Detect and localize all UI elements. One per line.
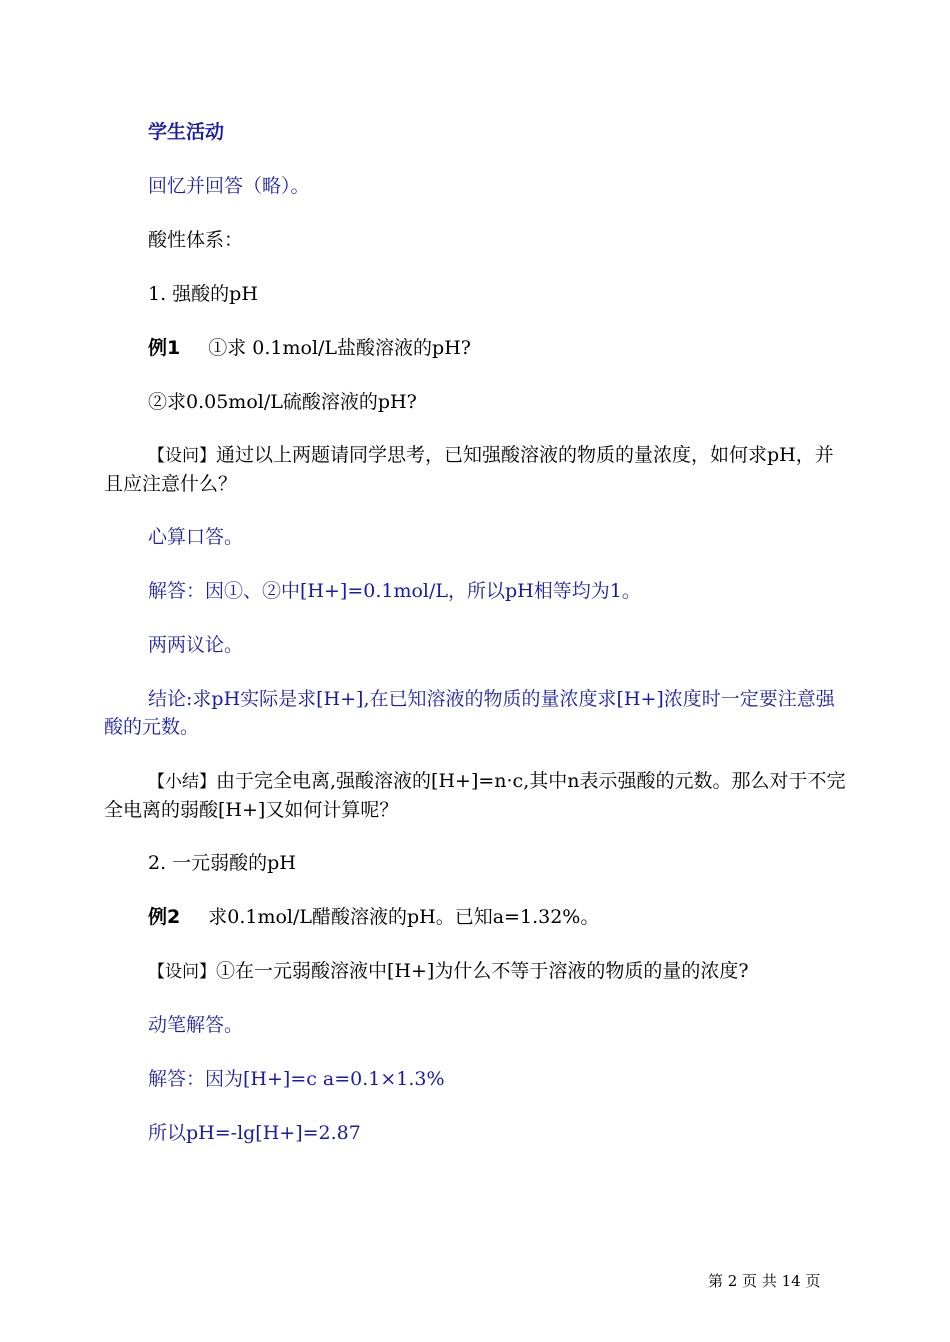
question-paragraph-1 [104, 441, 846, 498]
heading-student-activity: 学生活动 [148, 121, 225, 143]
summary-text: 由于完全电离,强酸溶液的[H+]=n·c,其中n表示强酸的元数。那么对于不完全电离的弱酸[H+]又如何计算呢？ [104, 770, 846, 821]
example-2-text: 求0.1mol/L醋酸溶液的pH。已知a=1.32%。 [208, 906, 600, 928]
summary-tag: 【小结】 [148, 772, 216, 792]
example-2 [148, 903, 846, 931]
question-paragraph-2 [148, 957, 846, 986]
question-text-2: ①在一元弱酸溶液中[H+]为什么不等于溶液的物质的量的浓度? [216, 960, 749, 982]
text-ph-result: 所以pH=-lg[H+]=2.87 [148, 1122, 361, 1144]
text-solution-1: 解答：因①、②中[H+]=0.1mol/L，所以pH相等均为1。 [148, 580, 641, 602]
example-1 [148, 334, 846, 362]
conclusion-paragraph: 结论:求pH实际是求[H+],在已知溶液的物质的量浓度求[H+]浓度时一定要注意强酸的元数。 [104, 688, 835, 738]
section-strong-acid-ph: 1. 强酸的pH [148, 283, 258, 305]
text-mental-answer: 心算口答。 [148, 526, 244, 548]
page-number-footer: 第 2 页 共 14 页 [708, 1272, 821, 1290]
section-weak-acid-ph: 2. 一元弱酸的pH [148, 852, 296, 874]
text-solution-2: 解答：因为[H+]=c a=0.1×1.3% [148, 1068, 445, 1090]
example-2-label: 例2 [148, 906, 181, 928]
example-1-label: 例1 [148, 337, 181, 359]
question-text: 通过以上两题请同学思考，已知强酸溶液的物质的量浓度，如何求pH，并且应注意什么？ [104, 444, 834, 495]
example-1-text: ①求 0.1mol/L盐酸溶液的pH? [208, 337, 471, 359]
text-pair-discussion: 两两议论。 [148, 634, 244, 656]
question-tag-2: 【设问】 [148, 962, 216, 982]
example-1-part-2: ②求0.05mol/L硫酸溶液的pH? [148, 391, 417, 413]
summary-paragraph [104, 767, 846, 824]
text-write-answer: 动笔解答。 [148, 1014, 244, 1036]
text-acidic-system: 酸性体系： [148, 229, 244, 251]
text-recall-answer: 回忆并回答（略）。 [148, 175, 310, 197]
question-tag: 【设问】 [148, 446, 216, 466]
